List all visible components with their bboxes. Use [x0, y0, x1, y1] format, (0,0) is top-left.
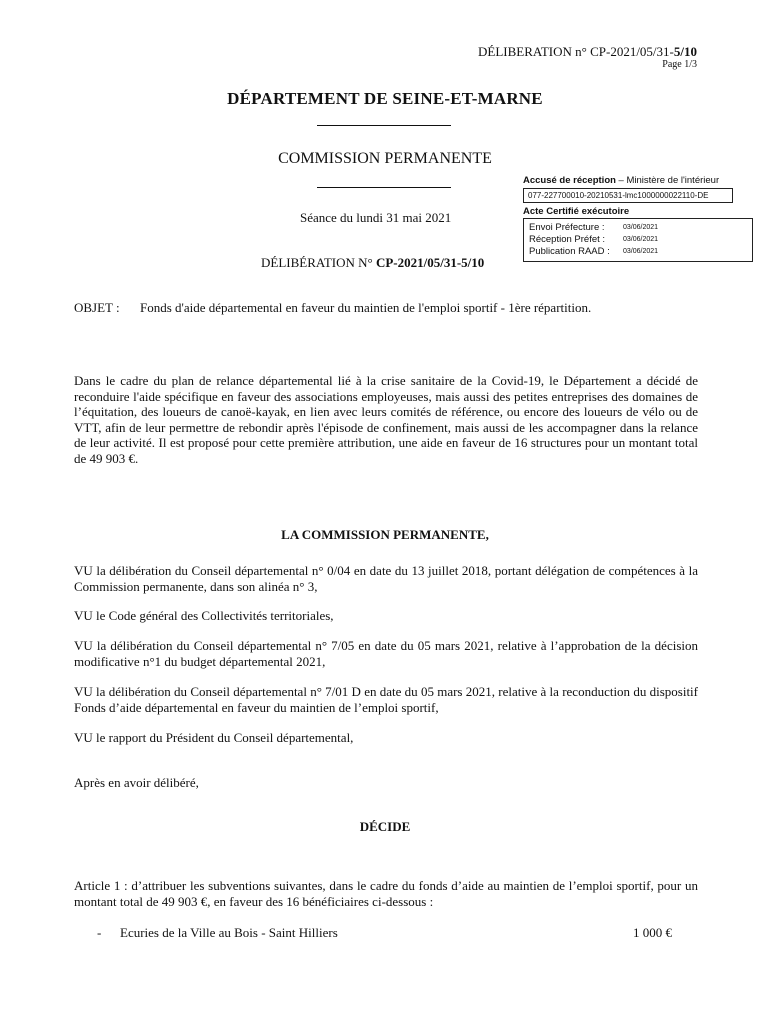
stamp-row: [529, 234, 747, 246]
beneficiary-item: [97, 925, 672, 941]
subject-text: Fonds d'aide départemental en faveur du maintien de l'emploi sportif - 1ère répartition.: [140, 300, 592, 315]
vu-paragraph: VU la délibération du Conseil départemental n° 7/05 en date du 05 mars 2021, relative à l’approbation de la décision modificative n°1 du budget départemental 2021,: [74, 638, 698, 669]
decide-heading: DÉCIDE: [359, 819, 411, 834]
reception-stamp: [523, 175, 769, 262]
stamp-row-label: Envoi Préfecture :: [529, 222, 605, 233]
session-date: Séance du lundi 31 mai 2021: [300, 210, 452, 225]
stamp-row-value: 03/06/2021: [623, 248, 659, 255]
stamp-title: [523, 175, 769, 186]
commission-title: COMMISSION PERMANENTE: [278, 150, 492, 167]
stamp-row-value: 03/06/2021: [623, 236, 659, 243]
vu-paragraph: VU le rapport du Président du Conseil départemental,: [74, 730, 354, 745]
vu-paragraph: VU la délibération du Conseil départemental n° 7/01 D en date du 05 mars 2021, relative à la reconduction du dispositif Fonds d’aide départemental en faveur du maintien de l’emploi sportif,: [74, 684, 698, 715]
stamp-dates-box: [523, 218, 753, 262]
vu-paragraph: VU le Code général des Collectivités territoriales,: [74, 608, 334, 623]
deliberated-line: Après en avoir délibéré,: [74, 775, 199, 790]
deliberation-number-prefix: DÉLIBÉRATION N°: [261, 255, 376, 270]
stamp-row: [529, 246, 747, 258]
article-1: Article 1 : d’attribuer les subventions suivantes, dans le cadre du fonds d’aide au maintien de l’emploi sportif, pour un montant total de 49 903 €, en faveur des 16 bénéficiaires ci-dessous :: [74, 878, 698, 909]
stamp-acte-label: Acte Certifié exécutoire: [523, 206, 630, 217]
beneficiary-amount: 1 000 €: [633, 925, 672, 940]
subject-label: OBJET :: [74, 300, 120, 315]
stamp-row: [529, 222, 747, 234]
list-dash: -: [97, 925, 102, 940]
page-number: Page 1/3: [662, 59, 697, 70]
subject-line: [74, 300, 591, 316]
beneficiary-name: Ecuries de la Ville au Bois - Saint Hilliers: [120, 925, 338, 940]
deliberation-reference: [478, 44, 697, 60]
stamp-row-value: 03/06/2021: [623, 224, 659, 231]
deliberation-number-value: CP-2021/05/31-5/10: [375, 255, 485, 270]
vu-paragraph: VU la délibération du Conseil départemental n° 0/04 en date du 13 juillet 2018, portant délégation de compétences à la Commission permanente, dans son alinéa n° 3,: [74, 563, 698, 594]
stamp-id: 077-227700010-20210531-lmc1000000022110-DE: [523, 188, 733, 203]
stamp-title-bold: Accusé de réception: [523, 175, 616, 186]
commission-heading: LA COMMISSION PERMANENTE,: [281, 527, 489, 542]
reference-number: 5/10: [673, 44, 697, 59]
stamp-title-rest: – Ministère de l'intérieur: [615, 175, 720, 186]
intro-paragraph: Dans le cadre du plan de relance départemental lié à la crise sanitaire de la Covid-19, le Département a décidé de reconduire l'aide spécifique en faveur des associations employeuses, mais aussi des petites entreprises des domaines de l’équitation, des loueurs de canoë-kayak, en lien avec leurs comités de référence, ou encore des loueurs de vélo ou de VTT, afin de leur permettre de rebondir après l'épisode de confinement, mais aussi de les accompagner dans la relance de leur activité. Il est proposé pour cette première attribution, une aide en faveur de 16 structures pour un montant total de 49 903 €.: [74, 373, 698, 466]
stamp-row-label: Réception Préfet :: [529, 234, 606, 245]
stamp-row-label: Publication RAAD :: [529, 246, 610, 257]
divider: [317, 125, 451, 126]
deliberation-number: [261, 255, 484, 271]
department-title: DÉPARTEMENT DE SEINE-ET-MARNE: [227, 89, 543, 108]
reference-prefix: DÉLIBERATION n° CP-2021/05/31-: [478, 44, 674, 59]
divider: [317, 187, 451, 188]
